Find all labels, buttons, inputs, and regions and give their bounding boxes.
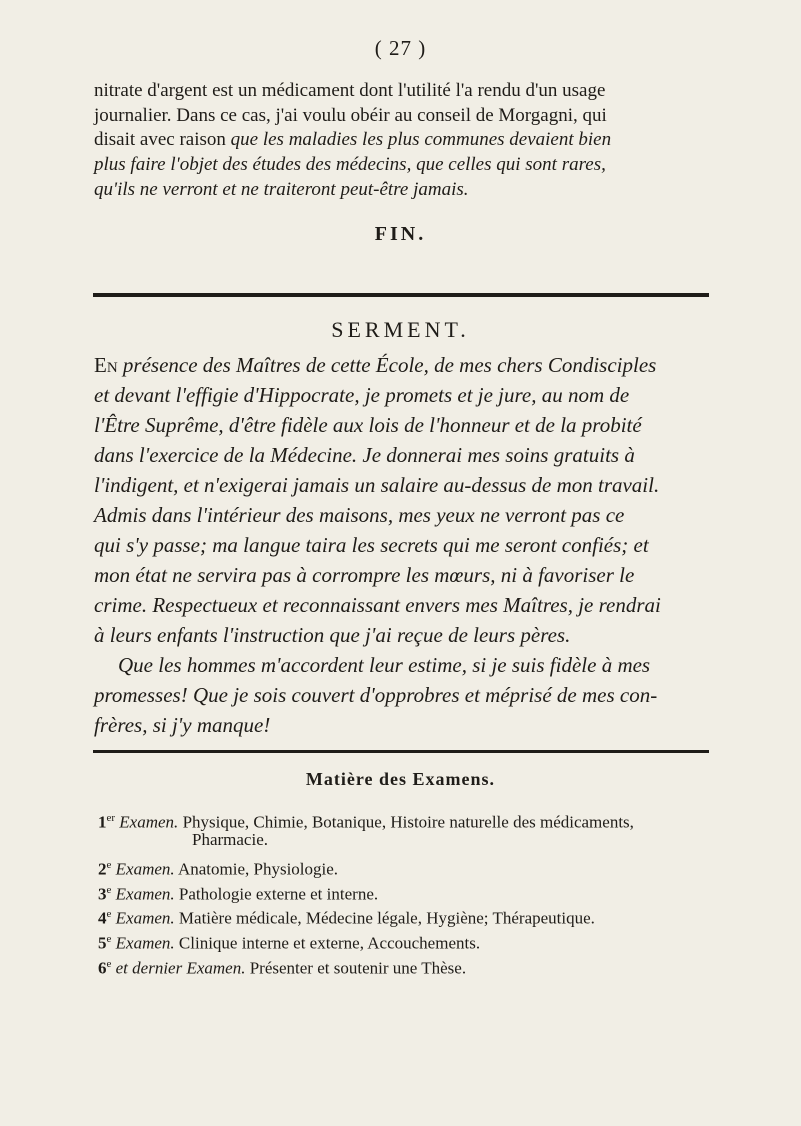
- serment-line: promesses! Que je sois couvert d'opprobres et méprisé de mes con-: [94, 683, 658, 707]
- exam-number-suffix: e: [106, 908, 112, 920]
- exam-number: 4: [98, 908, 107, 928]
- divider: [93, 750, 709, 753]
- exam-item: [98, 904, 595, 929]
- exam-label: Examen.: [115, 933, 175, 953]
- serment-line: frères, si j'y manque!: [94, 713, 271, 737]
- exam-number: 5: [98, 933, 107, 953]
- exam-label: Examen.: [115, 859, 175, 879]
- examens-title: Matière des Examens.: [305, 769, 496, 789]
- divider: [93, 293, 709, 297]
- exam-number: 1: [98, 812, 107, 832]
- exam-label: Examen.: [119, 812, 179, 832]
- serment-first-word: En: [94, 353, 118, 377]
- exam-number: 2: [98, 859, 107, 879]
- exam-number: 3: [98, 884, 107, 904]
- exam-text: Physique, Chimie, Botanique, Histoire naturelle des médicaments,: [182, 812, 634, 832]
- exam-number: 6: [98, 958, 107, 978]
- exam-item: [98, 808, 634, 833]
- serment-line: Admis dans l'intérieur des maisons, mes yeux ne verront pas ce: [94, 503, 625, 527]
- exam-item-continuation: Pharmacie.: [192, 830, 268, 849]
- serment-line: à leurs enfants l'instruction que j'ai reçue de leurs pères.: [94, 623, 571, 647]
- serment-line: et devant l'effigie d'Hippocrate, je promets et je jure, au nom de: [94, 383, 630, 407]
- exam-text: Clinique interne et externe, Accouchements.: [178, 933, 481, 953]
- exam-text: Présenter et soutenir une Thèse.: [249, 958, 467, 978]
- exam-item: [98, 855, 338, 880]
- exam-text: Pathologie externe et interne.: [178, 884, 379, 904]
- serment-line: [94, 353, 656, 377]
- intro-line: plus faire l'objet des études des médecins, que celles qui sont rares,: [94, 154, 606, 175]
- exam-number-suffix: e: [106, 884, 112, 896]
- serment-line: l'Être Suprême, d'être fidèle aux lois de l'honneur et de la probité: [94, 413, 642, 437]
- exam-number-suffix: e: [106, 859, 112, 871]
- serment-line: dans l'exercice de la Médecine. Je donnerai mes soins gratuits à: [94, 443, 635, 467]
- exam-number-suffix: er: [106, 812, 116, 824]
- serment-line: Que les hommes m'accordent leur estime, si je suis fidèle à mes: [118, 653, 651, 677]
- serment-line-text: présence des Maîtres de cette École, de mes chers Condisciples: [117, 353, 657, 377]
- serment-line: l'indigent, et n'exigerai jamais un salaire au-dessus de mon travail.: [94, 473, 660, 497]
- exam-label: et dernier Examen.: [115, 958, 246, 978]
- intro-line: journalier. Dans ce cas, j'ai voulu obéir au conseil de Morgagni, qui: [94, 105, 607, 126]
- exam-number-suffix: e: [106, 933, 112, 945]
- intro-line: nitrate d'argent est un médicament dont l'utilité l'a rendu d'un usage: [94, 80, 606, 101]
- serment-line: mon état ne servira pas à corrompre les mœurs, ni à favoriser le: [94, 563, 635, 587]
- intro-line-italic: que les maladies les plus communes devaient bien: [230, 129, 612, 150]
- fin-heading: FIN.: [374, 223, 427, 245]
- intro-line: [94, 129, 611, 151]
- exam-text: Matière médicale, Médecine légale, Hygiène; Thérapeutique.: [178, 908, 595, 928]
- exam-text: Anatomie, Physiologie.: [177, 859, 339, 879]
- serment-line: crime. Respectueux et reconnaissant envers mes Maîtres, je rendrai: [94, 593, 661, 617]
- exam-item: [98, 954, 466, 979]
- intro-line: qu'ils ne verront et ne traiteront peut-être jamais.: [94, 179, 469, 200]
- exam-item: [98, 929, 480, 954]
- serment-line: qui s'y passe; ma langue taira les secrets qui me seront confiés; et: [94, 533, 649, 557]
- page-number: ( 27 ): [374, 36, 427, 60]
- exam-number-suffix: e: [106, 958, 112, 970]
- intro-line-plain: disait avec raison: [94, 129, 231, 150]
- exam-item: [98, 880, 378, 905]
- exam-label: Examen.: [115, 908, 175, 928]
- exam-label: Examen.: [115, 884, 175, 904]
- serment-title: SERMENT.: [331, 317, 470, 342]
